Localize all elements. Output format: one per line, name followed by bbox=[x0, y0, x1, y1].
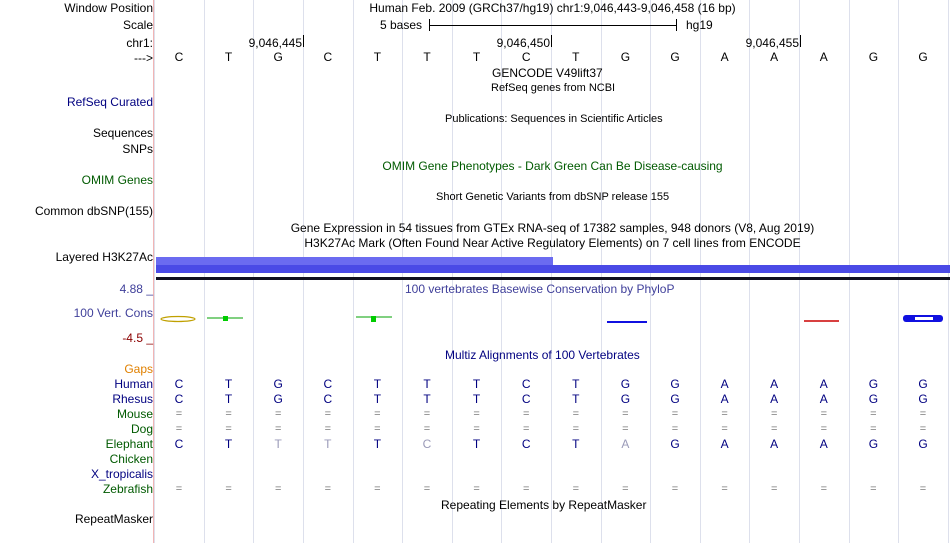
scale-label: Scale bbox=[122, 18, 153, 32]
aligned-base: G bbox=[273, 392, 283, 406]
aligned-base: = bbox=[225, 408, 232, 420]
reference-sequence bbox=[155, 50, 950, 64]
aligned-base: = bbox=[374, 423, 381, 435]
aligned-base: T bbox=[324, 437, 332, 451]
position-tick-1 bbox=[303, 35, 304, 47]
aligned-base: = bbox=[423, 423, 431, 435]
species-bases-row bbox=[155, 437, 950, 451]
aligned-base: = bbox=[572, 423, 580, 435]
cons-mark-3b bbox=[371, 316, 376, 322]
h3k27ac-track-title[interactable]: H3K27Ac Mark (Often Found Near Active Regulatory Elements) on 7 cell lines from ENCODE bbox=[304, 236, 801, 250]
strand-label: ---> bbox=[134, 51, 153, 65]
aligned-base: = bbox=[622, 423, 629, 435]
aligned-base: T bbox=[472, 377, 481, 391]
common-dbsnp-label[interactable]: Common dbSNP(155) bbox=[34, 204, 153, 218]
aligned-base: A bbox=[770, 392, 779, 406]
reference-base: C bbox=[174, 50, 184, 64]
aligned-base: A bbox=[819, 392, 828, 406]
reference-base: A bbox=[819, 50, 828, 64]
aligned-base: T bbox=[224, 392, 233, 406]
aligned-base: T bbox=[274, 437, 282, 451]
aligned-base: G bbox=[918, 377, 928, 391]
aligned-base: = bbox=[820, 483, 828, 495]
aligned-base: = bbox=[671, 423, 679, 435]
aligned-base: = bbox=[770, 408, 778, 420]
chrom-label: chr1: bbox=[126, 36, 153, 50]
aligned-base: T bbox=[472, 392, 481, 406]
reference-base: C bbox=[323, 50, 333, 64]
aligned-base: G bbox=[918, 437, 928, 451]
position-tick-2 bbox=[551, 35, 552, 47]
scale-text: 5 bases bbox=[380, 18, 423, 32]
aligned-base: A bbox=[819, 377, 828, 391]
gencode-track-title[interactable]: GENCODE V49lift37 bbox=[492, 66, 603, 80]
aligned-base: = bbox=[225, 423, 232, 435]
aligned-base: A bbox=[720, 392, 729, 406]
species-bases-row bbox=[155, 482, 950, 496]
reference-base: T bbox=[373, 50, 382, 64]
aligned-base: G bbox=[620, 377, 631, 391]
aligned-base: T bbox=[373, 377, 382, 391]
aligned-base: = bbox=[522, 483, 530, 495]
aligned-base: G bbox=[620, 392, 631, 406]
window-position-label: Window Position bbox=[64, 1, 153, 15]
aligned-base: A bbox=[819, 437, 828, 451]
multiz-track-title[interactable]: Multiz Alignments of 100 Vertebrates bbox=[445, 348, 640, 362]
cons-min-label: -4.5 _ bbox=[122, 331, 153, 345]
aligned-base: C bbox=[323, 392, 333, 406]
aligned-base: = bbox=[175, 408, 183, 420]
aligned-base: C bbox=[422, 437, 432, 451]
aligned-base: A bbox=[621, 437, 630, 451]
aligned-base: C bbox=[174, 437, 184, 451]
aligned-base: = bbox=[870, 408, 877, 420]
sequences-label[interactable]: Sequences bbox=[92, 126, 153, 140]
aligned-base: G bbox=[670, 392, 680, 406]
omim-genes-label[interactable]: OMIM Genes bbox=[81, 173, 153, 187]
scale-bar bbox=[429, 18, 677, 32]
aligned-base: = bbox=[770, 423, 778, 435]
aligned-base: = bbox=[274, 483, 282, 495]
window-position-value[interactable]: Human Feb. 2009 (GRCh37/hg19) chr1:9,046,443-9,046,458 (16 bp) bbox=[369, 1, 736, 15]
aligned-base: G bbox=[868, 437, 879, 451]
species-label-elephant[interactable]: Elephant bbox=[105, 437, 153, 451]
aligned-base: A bbox=[720, 377, 729, 391]
species-bases-row bbox=[155, 422, 950, 436]
cons-mark-1 bbox=[161, 317, 195, 322]
aligned-base: = bbox=[423, 408, 431, 420]
aligned-base: T bbox=[572, 437, 580, 451]
reference-base: G bbox=[918, 50, 928, 64]
species-label-dog[interactable]: Dog bbox=[130, 422, 153, 436]
aligned-base: = bbox=[572, 483, 580, 495]
snps-label[interactable]: SNPs bbox=[122, 142, 153, 156]
aligned-base: = bbox=[671, 408, 679, 420]
aligned-base: G bbox=[670, 377, 680, 391]
layered-h3k27ac-label[interactable]: Layered H3K27Ac bbox=[55, 250, 153, 264]
aligned-base: = bbox=[423, 483, 431, 495]
reference-base: C bbox=[521, 50, 531, 64]
aligned-base: = bbox=[225, 483, 232, 495]
position-2: 9,046,450 bbox=[496, 36, 550, 50]
aligned-base: = bbox=[919, 483, 927, 495]
aligned-base: T bbox=[572, 377, 580, 391]
scale-db: hg19 bbox=[686, 18, 713, 32]
aligned-base: = bbox=[473, 423, 480, 435]
position-1: 9,046,445 bbox=[248, 36, 302, 50]
aligned-base: A bbox=[720, 437, 729, 451]
aligned-base: = bbox=[820, 423, 828, 435]
species-label-zebrafish[interactable]: Zebrafish bbox=[102, 482, 153, 496]
reference-base: A bbox=[770, 50, 779, 64]
position-tick-3 bbox=[800, 35, 801, 47]
species-label-mouse[interactable]: Mouse bbox=[116, 407, 153, 421]
cons-mark-6b bbox=[915, 317, 933, 320]
aligned-base: = bbox=[919, 423, 927, 435]
species-bases-row bbox=[155, 392, 950, 406]
reference-base: G bbox=[868, 50, 879, 64]
aligned-base: = bbox=[175, 483, 183, 495]
gaps-label[interactable]: Gaps bbox=[124, 362, 153, 376]
aligned-base: = bbox=[374, 483, 381, 495]
reference-base: A bbox=[720, 50, 729, 64]
vert-cons-label[interactable]: 100 Vert. Cons bbox=[73, 306, 153, 320]
position-3: 9,046,455 bbox=[745, 36, 799, 50]
species-bases-row bbox=[155, 377, 950, 391]
aligned-base: C bbox=[521, 377, 531, 391]
aligned-base: T bbox=[224, 437, 233, 451]
reference-base: G bbox=[670, 50, 680, 64]
aligned-base: C bbox=[521, 437, 531, 451]
aligned-base: = bbox=[622, 408, 629, 420]
aligned-base: = bbox=[721, 483, 728, 495]
aligned-base: = bbox=[671, 483, 679, 495]
aligned-base: = bbox=[522, 423, 530, 435]
reference-base: G bbox=[620, 50, 631, 64]
species-bases-row bbox=[155, 407, 950, 421]
aligned-base: = bbox=[522, 408, 530, 420]
aligned-base: C bbox=[174, 377, 184, 391]
aligned-base: A bbox=[770, 377, 779, 391]
aligned-base: G bbox=[670, 437, 680, 451]
aligned-base: = bbox=[175, 423, 183, 435]
aligned-base: = bbox=[274, 423, 282, 435]
aligned-base: T bbox=[472, 437, 481, 451]
cons-max-label: 4.88 _ bbox=[119, 282, 153, 296]
aligned-base: T bbox=[572, 392, 580, 406]
aligned-base: A bbox=[770, 437, 779, 451]
reference-base: T bbox=[572, 50, 580, 64]
species-bases-row bbox=[155, 467, 950, 481]
aligned-base: = bbox=[870, 423, 877, 435]
aligned-base: = bbox=[820, 408, 828, 420]
species-label-human[interactable]: Human bbox=[114, 377, 153, 391]
aligned-base: = bbox=[721, 408, 728, 420]
repeatmasker-label[interactable]: RepeatMasker bbox=[74, 512, 153, 526]
aligned-base: T bbox=[423, 377, 431, 391]
species-label-chicken[interactable]: Chicken bbox=[109, 452, 153, 466]
aligned-base: T bbox=[373, 392, 382, 406]
species-label-x-tropicalis[interactable]: X_tropicalis bbox=[90, 467, 153, 481]
h3k27ac-signal bbox=[156, 257, 950, 281]
aligned-base: = bbox=[919, 408, 927, 420]
aligned-base: = bbox=[374, 408, 381, 420]
refseq-curated-label[interactable]: RefSeq Curated bbox=[66, 95, 153, 109]
aligned-base: = bbox=[473, 483, 480, 495]
publications-track-title[interactable]: Publications: Sequences in Scientific Articles bbox=[445, 113, 663, 125]
reference-base: G bbox=[273, 50, 283, 64]
aligned-base: C bbox=[174, 392, 184, 406]
refseq-subtitle: RefSeq genes from NCBI bbox=[491, 82, 616, 94]
aligned-base: = bbox=[622, 483, 629, 495]
species-label-rhesus[interactable]: Rhesus bbox=[112, 392, 153, 406]
aligned-base: = bbox=[572, 408, 580, 420]
aligned-base: T bbox=[423, 392, 431, 406]
reference-base: T bbox=[224, 50, 233, 64]
species-bases-row bbox=[155, 452, 950, 466]
cons-mark-2b bbox=[223, 316, 228, 321]
aligned-base: G bbox=[868, 392, 879, 406]
aligned-base: G bbox=[273, 377, 283, 391]
aligned-base: G bbox=[868, 377, 879, 391]
aligned-base: = bbox=[473, 408, 480, 420]
reference-base: T bbox=[472, 50, 481, 64]
aligned-base: = bbox=[870, 483, 877, 495]
aligned-base: = bbox=[274, 408, 282, 420]
aligned-base: G bbox=[918, 392, 928, 406]
gtex-track-title[interactable]: Gene Expression in 54 tissues from GTEx RNA-seq of 17382 samples, 948 donors (V8, Aug 2019) bbox=[290, 221, 815, 235]
aligned-base: = bbox=[324, 408, 332, 420]
aligned-base: T bbox=[373, 437, 382, 451]
cons-track-title[interactable]: 100 vertebrates Basewise Conservation by PhyloP bbox=[405, 282, 675, 296]
repeatmasker-track-title[interactable]: Repeating Elements by RepeatMasker bbox=[441, 498, 647, 512]
aligned-base: = bbox=[721, 423, 728, 435]
aligned-base: T bbox=[224, 377, 233, 391]
aligned-base: C bbox=[323, 377, 333, 391]
aligned-base: C bbox=[521, 392, 531, 406]
aligned-base: = bbox=[324, 483, 332, 495]
aligned-base: = bbox=[324, 423, 332, 435]
aligned-base: = bbox=[770, 483, 778, 495]
omim-track-title[interactable]: OMIM Gene Phenotypes - Dark Green Can Be Disease-causing bbox=[382, 159, 723, 173]
conservation-signal bbox=[155, 310, 950, 330]
dbsnp-track-title[interactable]: Short Genetic Variants from dbSNP release 155 bbox=[436, 191, 670, 203]
reference-base: T bbox=[423, 50, 431, 64]
